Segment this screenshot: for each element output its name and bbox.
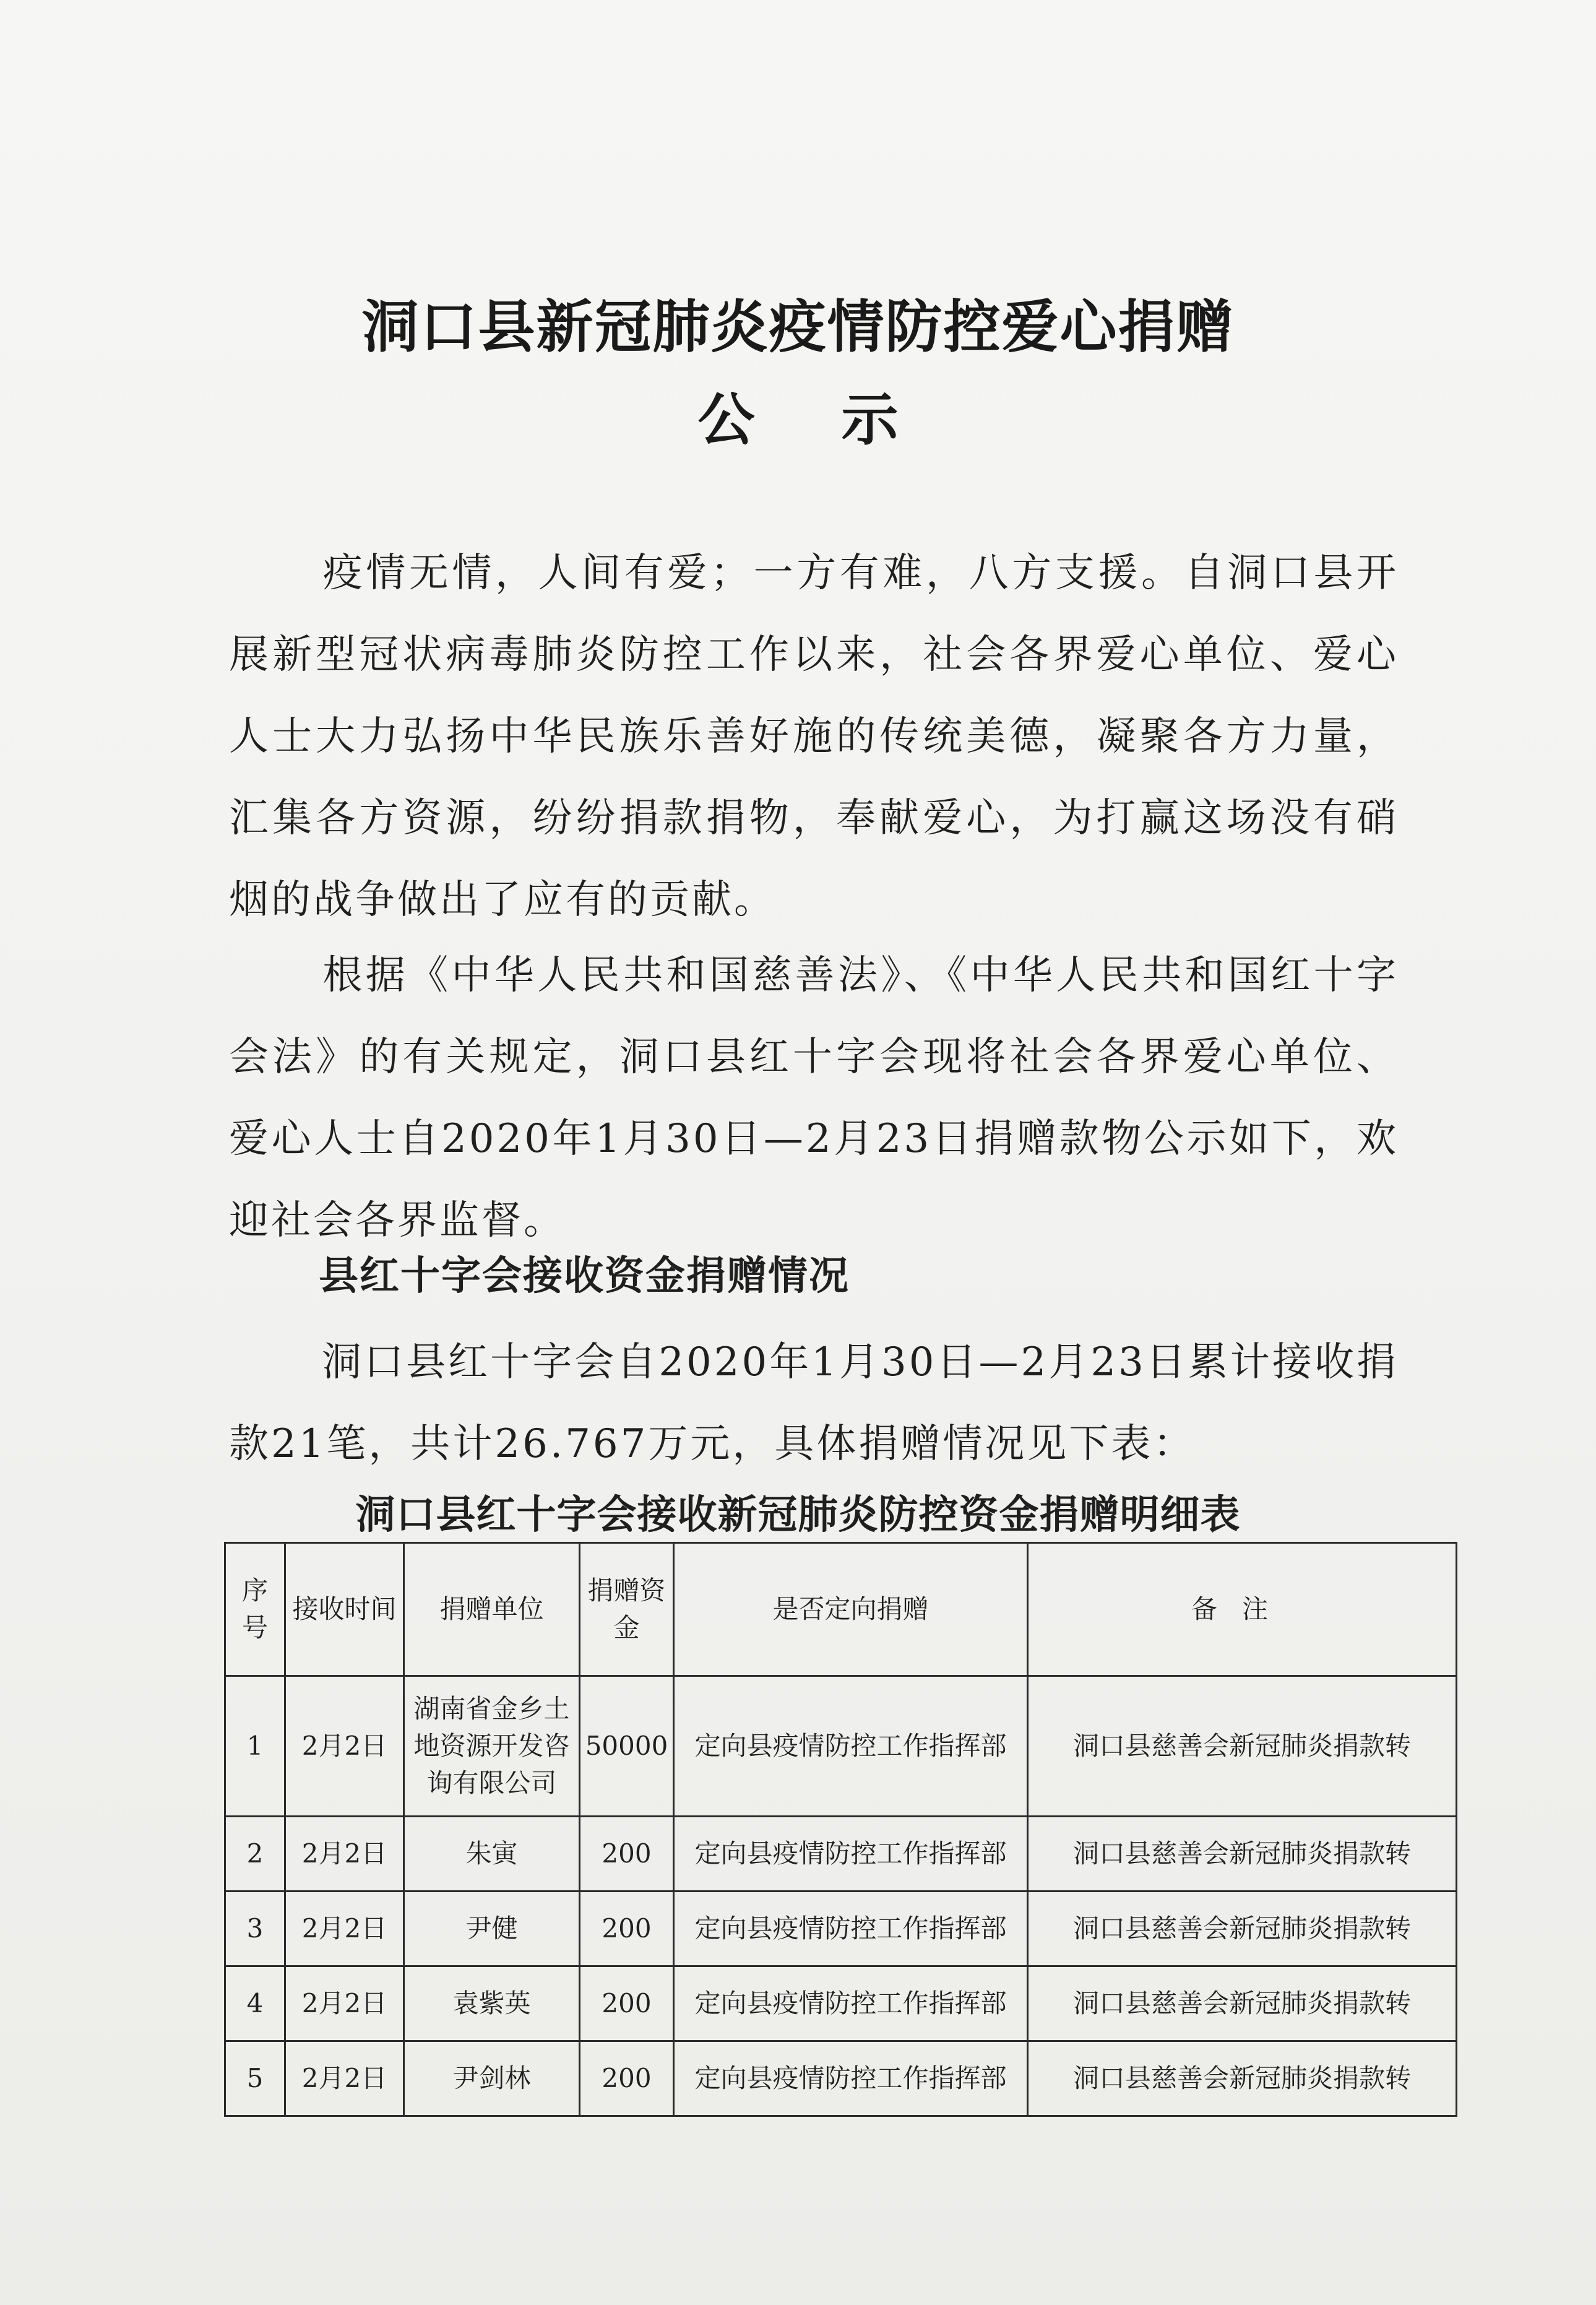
cell-donor: 袁紫英	[404, 1966, 580, 2041]
table-row	[225, 1966, 1457, 2041]
cell-remark: 洞口县慈善会新冠肺炎捐款转	[1028, 1817, 1457, 1892]
document-title: 洞口县新冠肺炎疫情防控爱心捐赠	[361, 294, 1235, 360]
subtitle-char: 示	[841, 387, 899, 453]
cell-amount: 200	[580, 1892, 674, 1966]
section-heading: 县红十字会接收资金捐赠情况	[319, 1253, 850, 1299]
document-subtitle	[0, 374, 1596, 456]
section-summary-text: 洞口县红十字会自2020年1月30日—2月23日累计接收捐款21笔，共计26.767万元，具体捐赠情况见下表：	[229, 1339, 1399, 1467]
table-header-row	[225, 1543, 1457, 1676]
cell-amount: 200	[580, 2041, 674, 2116]
section-summary	[229, 1321, 1399, 1485]
header-donor: 捐赠单位	[404, 1543, 580, 1676]
cell-designated: 定向县疫情防控工作指挥部	[674, 1892, 1028, 1966]
cell-date: 2月2日	[285, 1892, 404, 1966]
donation-table	[224, 1542, 1457, 2117]
cell-donor: 尹健	[404, 1892, 580, 1966]
header-designated: 是否定向捐赠	[674, 1543, 1028, 1676]
cell-designated: 定向县疫情防控工作指挥部	[674, 1966, 1028, 2041]
table-title: 洞口县红十字会接收新冠肺炎防控资金捐赠明细表	[355, 1492, 1241, 1538]
header-amount: 捐赠资金	[580, 1543, 674, 1676]
cell-remark: 洞口县慈善会新冠肺炎捐款转	[1028, 2041, 1457, 2116]
table-row	[225, 1892, 1457, 1966]
intro-paragraph-2	[229, 935, 1399, 1261]
cell-remark: 洞口县慈善会新冠肺炎捐款转	[1028, 1966, 1457, 2041]
cell-date: 2月2日	[285, 1817, 404, 1892]
header-remark: 备注	[1028, 1543, 1457, 1676]
cell-amount: 200	[580, 1966, 674, 2041]
cell-amount: 50000	[580, 1676, 674, 1817]
cell-no: 3	[225, 1892, 285, 1966]
cell-remark: 洞口县慈善会新冠肺炎捐款转	[1028, 1676, 1457, 1817]
intro-paragraph-1-text: 疫情无情，人间有爱；一方有难，八方支援。自洞口县开展新型冠状病毒肺炎防控工作以来，社会各界爱心单位、爱心人士大力弘扬中华民族乐善好施的传统美德，凝聚各方力量，汇集各方资源，纷纷捐款捐物，奉献爱心，为打赢这场没有硝烟的战争做出了应有的贡献。	[229, 550, 1399, 923]
cell-donor: 朱寅	[404, 1817, 580, 1892]
cell-no: 5	[225, 2041, 285, 2116]
header-no: 序号	[225, 1543, 285, 1676]
cell-designated: 定向县疫情防控工作指挥部	[674, 2041, 1028, 2116]
cell-amount: 200	[580, 1817, 674, 1892]
cell-donor: 尹剑林	[404, 2041, 580, 2116]
cell-designated: 定向县疫情防控工作指挥部	[674, 1676, 1028, 1817]
cell-no: 2	[225, 1817, 285, 1892]
table-row	[225, 1676, 1457, 1817]
cell-no: 1	[225, 1676, 285, 1817]
subtitle-char: 公	[697, 387, 755, 453]
header-date: 接收时间	[285, 1543, 404, 1676]
cell-donor: 湖南省金乡土地资源开发咨询有限公司	[404, 1676, 580, 1817]
cell-date: 2月2日	[285, 2041, 404, 2116]
table-row	[225, 2041, 1457, 2116]
intro-paragraph-2-text: 根据《中华人民共和国慈善法》、《中华人民共和国红十字会法》的有关规定，洞口县红十字会现将社会各界爱心单位、爱心人士自2020年1月30日—2月23日捐赠款物公示如下，欢迎社会各界监督。	[229, 953, 1399, 1243]
cell-designated: 定向县疫情防控工作指挥部	[674, 1817, 1028, 1892]
cell-date: 2月2日	[285, 1966, 404, 2041]
cell-no: 4	[225, 1966, 285, 2041]
intro-paragraph-1	[229, 532, 1399, 941]
table-row	[225, 1817, 1457, 1892]
cell-date: 2月2日	[285, 1676, 404, 1817]
cell-remark: 洞口县慈善会新冠肺炎捐款转	[1028, 1892, 1457, 1966]
